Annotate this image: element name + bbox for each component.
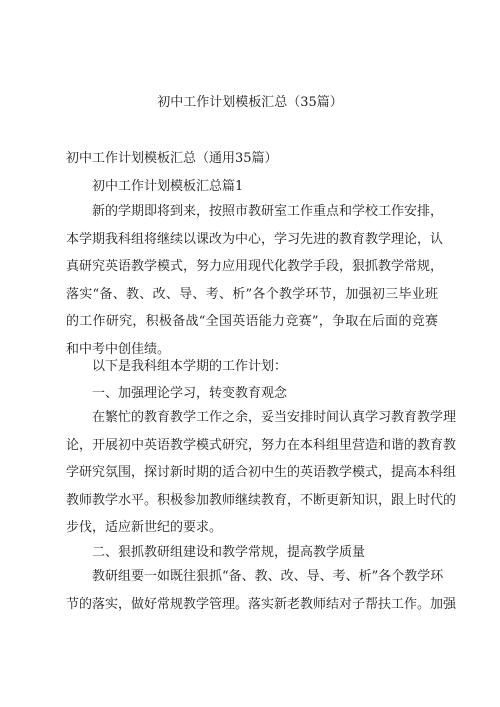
paragraph-line: 新的学期即将到来，按照市教研室工作重点和学校工作安排，	[92, 204, 444, 219]
paragraph-line: 步伐，适应新世纪的要求。	[66, 520, 223, 535]
paragraph-line: 论，开展初中英语教学模式研究，努力在本科组里营造和谐的教育教	[66, 437, 457, 453]
paragraph-line: 学研究氛围，探讨新时期的适合初中生的英语教学模式，提高本科组	[66, 465, 457, 480]
paragraph-3	[66, 563, 457, 618]
heading-2: 二、狠抓教研组建设和教学常规，提高教学质量	[92, 545, 366, 560]
paragraph-1	[66, 198, 444, 363]
paragraph-line: 教师教学水平。积极参加教师继续教育，不断更新知识，跟上时代的	[66, 492, 457, 508]
paragraph-line: 的工作研究，积极备战“全国英语能力竞赛”，争取在后面的竞赛	[66, 314, 438, 329]
paragraph-line: 本学期我科组将继续以课改为中心，学习先进的教育教学理论，认	[66, 231, 444, 247]
document-subtitle: 初中工作计划模板汇总（通用35篇）	[66, 151, 278, 166]
section-heading: 初中工作计划模板汇总篇1	[92, 179, 244, 194]
paragraph-line: 节的落实，做好常规教学管理。落实新老教师结对子帮扶工作。加强	[66, 596, 457, 612]
paragraph-line: 教研组要一如既往狠抓“备、教、改、导、考、析”各个教学环	[92, 569, 444, 584]
paragraph-2	[66, 404, 457, 542]
document-title: 初中工作计划模板汇总（35篇）	[157, 95, 343, 110]
paragraph-line: 和中考中创佳绩。	[66, 341, 171, 357]
intro-line: 以下是我科组本学期的工作计划：	[92, 359, 288, 374]
heading-1: 一、加强理论学习，转变教育观念	[92, 386, 288, 401]
paragraph-line: 落实“备、教、改、导、考、析”各个教学环节，加强初三毕业班	[66, 286, 438, 302]
paragraph-line: 真研究英语教学模式，努力应用现代化教学手段，狠抓教学常规，	[66, 259, 444, 274]
paragraph-line: 在繁忙的教育教学工作之余，妥当安排时间认真学习教育教学理	[92, 410, 457, 425]
